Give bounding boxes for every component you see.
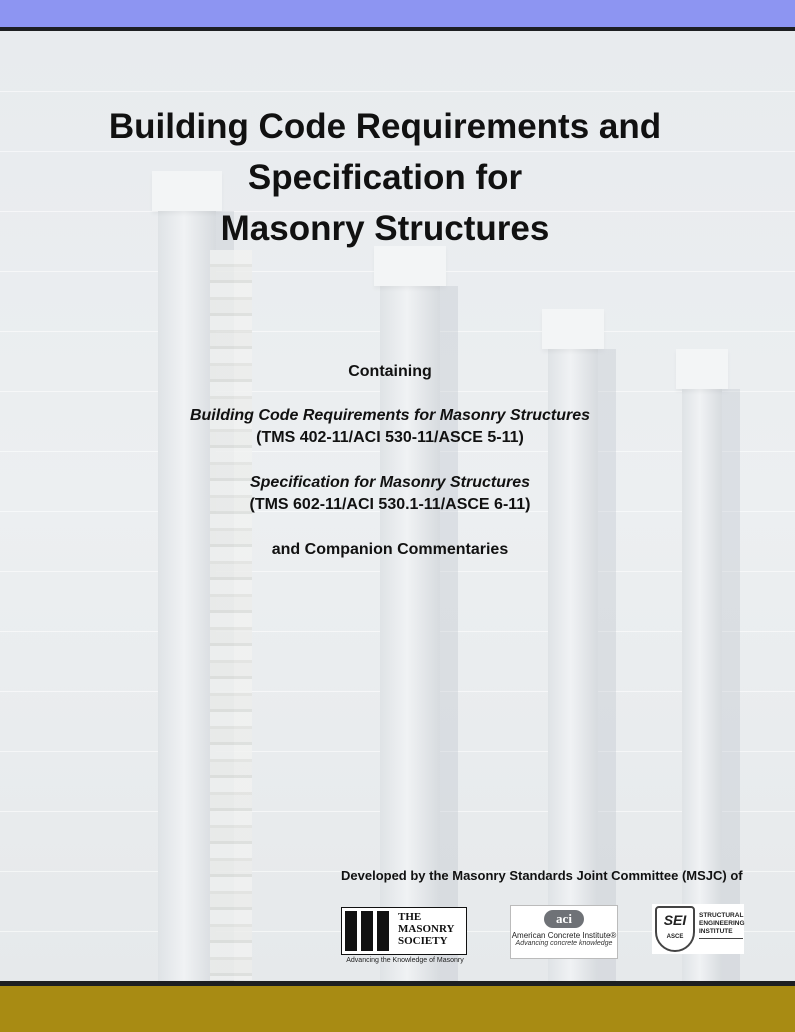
masonry-society-logo — [341, 907, 469, 967]
sei-name-3: INSTITUTE — [699, 928, 733, 935]
code-requirements-title: Building Code Requirements for Masonry Structures — [189, 407, 591, 424]
code-requirements-designation: (TMS 402-11/ACI 530-11/ASCE 5-11) — [256, 429, 524, 446]
sei-name-1: STRUCTURAL — [699, 912, 744, 919]
aci-logo — [510, 905, 618, 959]
sei-name-2: ENGINEERING — [699, 920, 745, 927]
specification-title: Specification for Masonry Structures — [249, 474, 531, 491]
containing-label: Containing — [348, 363, 432, 380]
sei-mark: SEI — [663, 912, 687, 928]
title-line-3: Masonry Structures — [220, 209, 550, 248]
top-color-bar — [0, 0, 795, 27]
rough-block-column — [210, 250, 252, 980]
aci-tagline: Advancing concrete knowledge — [515, 940, 613, 947]
masonry-society-name-3: SOCIETY — [398, 935, 448, 947]
masonry-society-name-1: THE — [398, 911, 422, 923]
masonry-bars-icon — [345, 911, 393, 951]
companion-commentaries: and Companion Commentaries — [271, 541, 509, 558]
developer-credit: Developed by the Masonry Standards Joint Committee (MSJC) of — [341, 868, 743, 883]
title-line-1: Building Code Requirements and — [108, 107, 662, 146]
sei-logo — [652, 904, 744, 954]
page-title — [0, 101, 770, 254]
title-line-2: Specification for — [247, 158, 523, 197]
sei-shield-icon — [655, 906, 695, 952]
aci-name: American Concrete Institute® — [511, 931, 617, 940]
bottom-color-bar — [0, 986, 795, 1032]
sei-asce-mark: ASCE — [666, 934, 684, 940]
aci-badge-icon: aci — [544, 910, 584, 928]
masonry-society-name-2: MASONRY — [398, 923, 455, 935]
specification-designation: (TMS 602-11/ACI 530.1-11/ASCE 6-11) — [249, 496, 531, 513]
masonry-society-tagline: Advancing the Knowledge of Masonry — [346, 957, 464, 964]
